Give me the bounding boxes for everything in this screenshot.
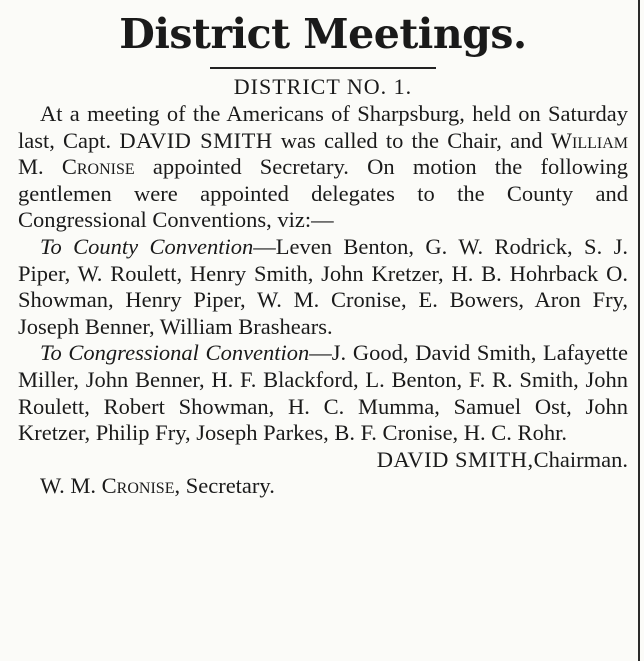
secretary-name: William M. Cronise xyxy=(18,127,628,180)
headline: District Meetings. xyxy=(119,10,527,58)
chairman-name: DAVID SMITH, xyxy=(376,446,534,472)
chairman-title: Chairman. xyxy=(533,446,628,472)
congressional-paragraph xyxy=(18,340,628,446)
intro-paragraph xyxy=(18,101,628,234)
article-column xyxy=(18,6,628,500)
county-label: To County Convention xyxy=(40,233,254,259)
intro-text-2: was called to the Chair, and xyxy=(272,127,551,153)
secretary-sign-name: W. M. Cronise, xyxy=(40,473,181,499)
clipping-edge-line xyxy=(638,0,640,661)
county-delegates: —Leven Benton, G. W. Rodrick, S. J. Piper, W. Roulett, Henry Smith, John Kretzer, H. B. Hohrback O. Showman, Henry Piper, W. M. Cronise, E. Bowers, Aron Fry, Joseph Benner, William Brashears. xyxy=(18,233,628,339)
secretary-signature xyxy=(18,473,628,500)
intro-text-3: appointed Secretary. On motion the following gentlemen were appointed delegates to the County and Congressional Conventions, viz:— xyxy=(18,154,628,233)
chairman-signature xyxy=(18,447,628,474)
congressional-delegates: —J. Good, David Smith, Lafayette Miller, John Benner, H. F. Blackford, L. Benton, F. R. Smith, John Roulett, Robert Showman, H. C. Mumma, Samuel Ost, John Kretzer, Philip Fry, Joseph Parkes, B. F. Cronise, H. C. Rohr. xyxy=(18,340,628,446)
congressional-label: To Congressional Convention xyxy=(40,340,310,366)
chair-name: DAVID SMITH xyxy=(119,127,273,153)
headline-rule xyxy=(210,67,436,69)
district-subhead: DISTRICT NO. 1. xyxy=(233,74,413,99)
county-paragraph xyxy=(18,234,628,340)
intro-text-1: At a meeting of the Americans of Sharpsburg, held on Saturday last, Capt. xyxy=(18,101,628,153)
secretary-sign-title: Secretary. xyxy=(180,473,275,499)
